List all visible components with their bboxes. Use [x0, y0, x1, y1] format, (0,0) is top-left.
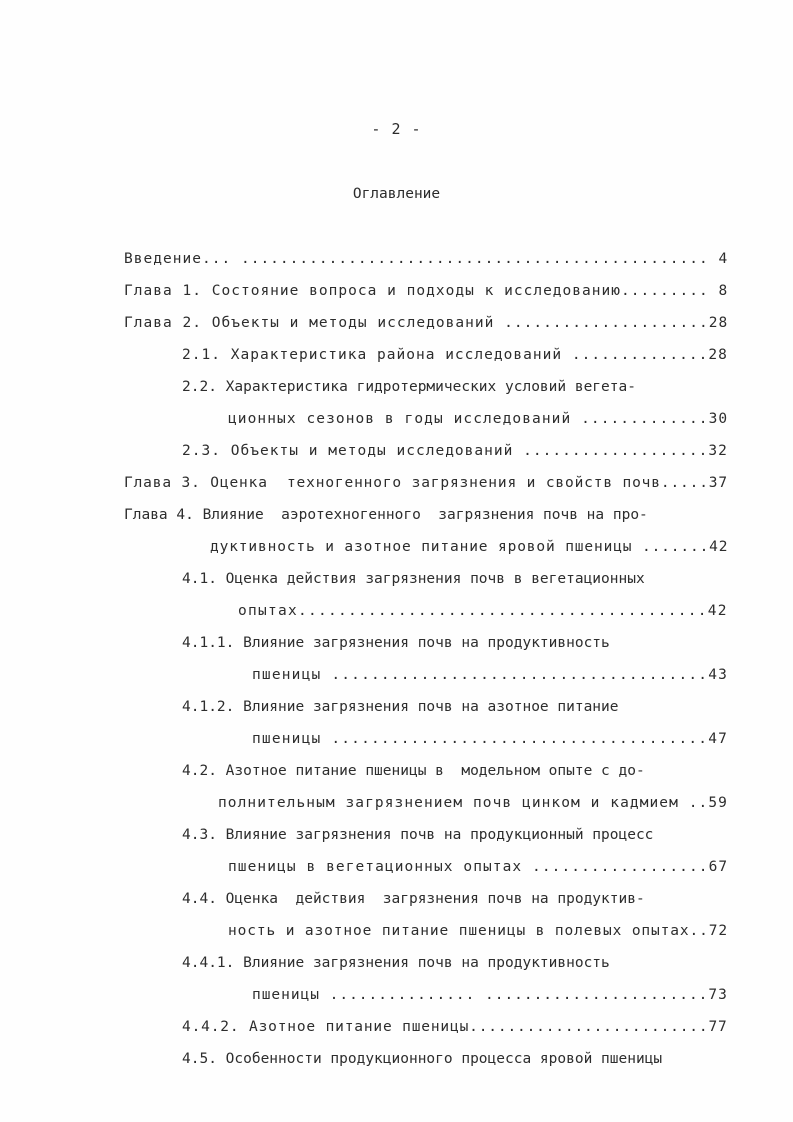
toc-entry-4-2: 4.2. Азотное питание пшеницы в модельном опыте с до-: [182, 763, 645, 779]
toc-entry-2-2-cont: ционных сезонов в годы исследований .............30: [228, 411, 729, 427]
toc-entry-4-4-1: 4.4.1. Влияние загрязнения почв на продуктивность: [182, 955, 610, 971]
toc-entry-4-1-2: 4.1.2. Влияние загрязнения почв на азотное питание: [182, 699, 619, 715]
toc-entry-2-1: 2.1. Характеристика района исследований ..............28: [182, 347, 728, 363]
toc-entry-4-4: 4.4. Оценка действия загрязнения почв на продуктив-: [182, 891, 645, 907]
toc-entry-introduction: Введение... ................................................ 4: [124, 251, 729, 267]
toc-entry-4-4-cont: ность и азотное питание пшеницы в полевых опытах..72: [228, 923, 728, 939]
toc-entry-2-3: 2.3. Объекты и методы исследований ...................32: [182, 443, 728, 459]
toc-entry-4-4-2: 4.4.2. Азотное питание пшеницы.........................77: [182, 1019, 728, 1035]
toc-entry-4-2-cont: полнительным загрязнением почв цинком и кадмием ..59: [218, 795, 728, 811]
page-number: - 2 -: [371, 120, 422, 138]
toc-entry-chapter-4-cont: дуктивность и азотное питание яровой пшеницы .......42: [210, 539, 729, 555]
toc-entry-4-3-cont: пшеницы в вегетационных опытах ..................67: [228, 859, 729, 875]
toc-entry-4-1: 4.1. Оценка действия загрязнения почв в вегетационных: [182, 571, 645, 587]
toc-entry-chapter-4: Глава 4. Влияние аэротехногенного загрязнения почв на про-: [124, 507, 648, 523]
toc-entry-4-1-cont: опытах.........................................42: [238, 603, 728, 619]
toc-entry-chapter-3: Глава 3. Оценка техногенного загрязнения и свойств почв.....37: [124, 475, 728, 491]
toc-entry-4-1-2-cont: пшеницы ......................................47: [252, 731, 729, 747]
page-title: Оглавление: [352, 186, 441, 202]
toc-entry-4-1-1: 4.1.1. Влияние загрязнения почв на продуктивность: [182, 635, 610, 651]
toc-entry-4-5: 4.5. Особенности продукционного процесса яровой пшеницы: [182, 1051, 663, 1067]
toc-entry-4-4-1-cont: пшеницы ............... .......................73: [252, 987, 728, 1003]
toc-entry-4-3: 4.3. Влияние загрязнения почв на продукционный процесс: [182, 827, 654, 843]
toc-entry-chapter-2: Глава 2. Объекты и методы исследований .....................28: [124, 315, 729, 331]
toc-entry-4-1-1-cont: пшеницы ......................................43: [252, 667, 729, 683]
toc-entry-chapter-1: Глава 1. Состояние вопроса и подходы к исследованию......... 8: [124, 283, 729, 299]
toc-entry-2-2: 2.2. Характеристика гидротермических условий вегета-: [182, 379, 636, 395]
